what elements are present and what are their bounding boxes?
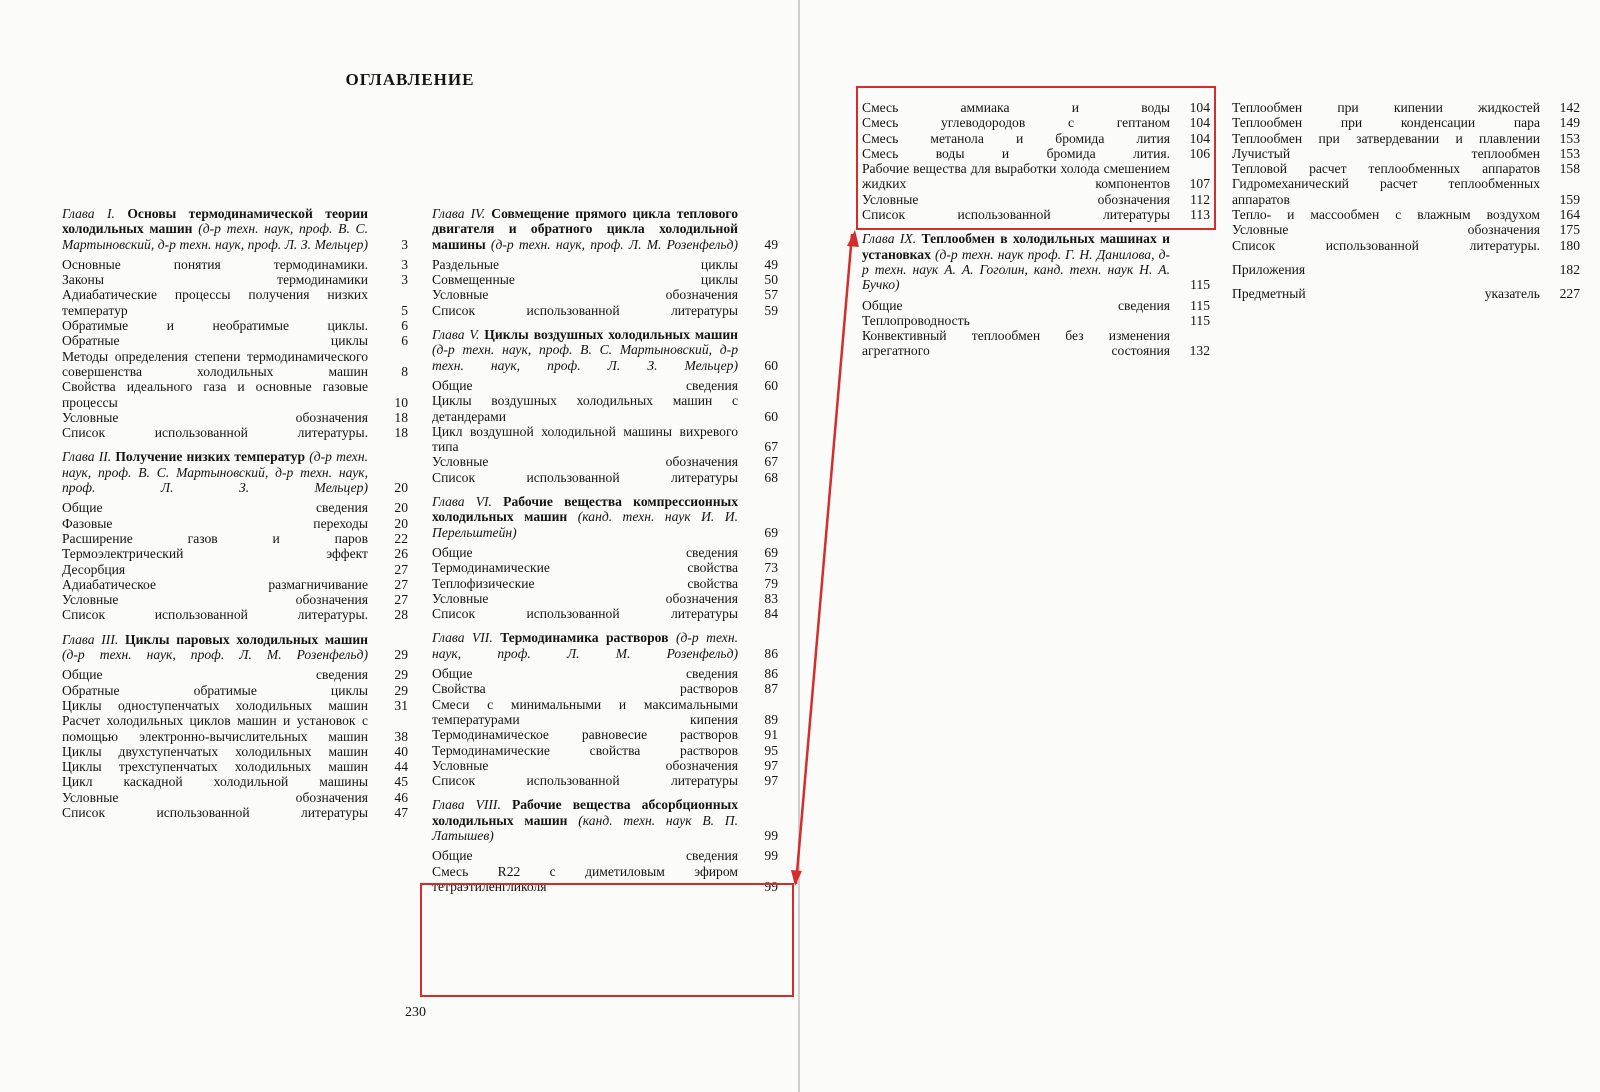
- entry-page-number: 115: [1190, 297, 1210, 313]
- entry-title: Циклы воздушных холодильных машин с детандерами: [432, 393, 738, 424]
- entry-title: Список использованной литературы.: [1232, 237, 1540, 253]
- entry-title: Смесь метанола и бромида лития: [862, 130, 1170, 146]
- entry-page-number: 57: [764, 287, 778, 303]
- entry-page-number: 158: [1559, 161, 1580, 177]
- entry-page-number: 68: [764, 469, 778, 485]
- chapter-title: Термодинамика растворов: [500, 630, 669, 646]
- entry-page-number: 49: [764, 256, 778, 272]
- chapter-label: Глава IV.: [432, 206, 486, 221]
- entry-title: Циклы трехступенчатых холодильных машин: [62, 759, 368, 775]
- entry-page-number: 10: [394, 394, 408, 410]
- entry-page-number: 180: [1559, 237, 1580, 253]
- entry-page-number: 26: [394, 546, 408, 562]
- chapter-title: Совмещение прямого цикла теплового двигателя и обратного цикла холодильной машины: [432, 206, 738, 252]
- entry-page-number: 84: [764, 606, 778, 622]
- entry-page-number: 149: [1559, 115, 1580, 131]
- chapter-authors: (д-р техн. наук, проф. Л. М. Розенфельд): [490, 236, 738, 252]
- entry-title: Адиабатические процессы получения низких температур: [62, 287, 368, 318]
- entry-page-number: 104: [1189, 100, 1210, 115]
- entry-page-number: 5: [401, 302, 408, 318]
- entry-title: Общие сведения: [62, 500, 368, 516]
- entry-title: Обратные обратимые циклы: [62, 682, 368, 698]
- entry-page-number: 182: [1559, 261, 1580, 277]
- entry-page-number: 20: [394, 480, 408, 496]
- entry-title: Методы определения степени термодинамического совершенства холодильных машин: [62, 348, 368, 379]
- page-title: ОГЛАВЛЕНИЕ: [345, 70, 475, 89]
- entry-page-number: 50: [764, 272, 778, 288]
- entry-title: Список использованной литературы: [62, 804, 368, 820]
- entry-title: Условные обозначения: [432, 454, 738, 470]
- entry-page-number: 115: [1190, 277, 1210, 293]
- chapter-authors: (д-р техн. наук, проф. Л. М. Розенфельд): [432, 630, 738, 661]
- entry-page-number: 31: [394, 697, 408, 713]
- entry-page-number: 6: [401, 333, 408, 349]
- entry-title: Смесь R22 с диметиловым эфиром тетраэтиленгликоля: [432, 863, 738, 894]
- page-number: 230: [405, 1005, 426, 1020]
- chapter-title: Рабочие вещества компрессионных холодильных машин: [432, 494, 738, 525]
- entry-title: Теплофизические свойства: [432, 575, 738, 591]
- entry-title: Список использованной литературы: [432, 469, 738, 485]
- entry-title: Термодинамические свойства растворов: [432, 742, 738, 758]
- entry-title: Список использованной литературы: [432, 302, 738, 318]
- entry-title: Расчет холодильных циклов машин и установок с помощью электронно-вычислительных машин: [62, 713, 368, 744]
- entry-title: Список использованной литературы: [862, 207, 1170, 223]
- entry-page-number: 99: [764, 878, 778, 894]
- chapter-title: Циклы паровых холодильных машин: [125, 631, 368, 647]
- entry-title: Конвективный теплообмен без изменения агрегатного состояния: [862, 328, 1170, 359]
- entry-page-number: 38: [394, 728, 408, 744]
- chapter-title: Теплообмен в холодильных машинах и установках: [862, 231, 1170, 262]
- entry-page-number: 3: [401, 256, 408, 272]
- entry-page-number: 18: [394, 409, 408, 425]
- chapter-title: Получение низких температур: [115, 449, 306, 465]
- entry-page-number: 107: [1189, 176, 1210, 192]
- entry-title: Цикл воздушной холодильной машины вихревого типа: [432, 423, 738, 455]
- chapter-title: Рабочие вещества абсорбционных холодильных машин: [432, 797, 738, 828]
- entry-page-number: 175: [1559, 222, 1580, 238]
- entry-title: Теплообмен при конденсации пара: [1232, 115, 1540, 131]
- entry-page-number: 60: [764, 357, 778, 373]
- entry-page-number: 67: [764, 454, 778, 470]
- entry-title: Законы термодинамики: [62, 272, 368, 288]
- entry-page-number: 29: [394, 667, 408, 683]
- entry-page-number: 113: [1190, 207, 1210, 223]
- entry-title: Совмещенные циклы: [432, 272, 738, 288]
- entry-page-number: 29: [394, 647, 408, 663]
- entry-page-number: 28: [394, 607, 408, 623]
- entry-title: Список использованной литературы: [432, 773, 738, 789]
- chapter-title: Циклы воздушных холодильных машин: [484, 327, 738, 343]
- entry-title: Адиабатическое размагничивание: [62, 576, 368, 592]
- entry-page-number: 99: [764, 848, 778, 864]
- entry-page-number: 97: [764, 773, 778, 789]
- chapter-label: Глава VIII.: [432, 797, 501, 813]
- entry-page-number: 8: [401, 363, 408, 379]
- entry-title: Тепловой расчет теплообменных аппаратов: [1232, 161, 1540, 177]
- entry-title: Основные понятия термодинамики.: [62, 256, 368, 272]
- entry-title: Смесь аммиака и воды: [862, 100, 1170, 115]
- entry-page-number: 87: [764, 681, 778, 697]
- chapter-authors: (д-р техн. наук, проф. Л. М. Розенфельд): [62, 647, 368, 663]
- entry-page-number: 142: [1559, 100, 1580, 115]
- entry-title: Общие сведения: [432, 377, 738, 393]
- entry-title: Список использованной литературы: [432, 606, 738, 622]
- entry-page-number: 159: [1559, 191, 1580, 207]
- entry-page-number: 49: [764, 236, 778, 252]
- chapter-label: Глава V.: [432, 327, 480, 343]
- entry-title: Общие сведения: [432, 544, 738, 560]
- entry-page-number: 44: [394, 759, 408, 775]
- chapter-authors: (канд. техн. наук И. И. Перельштейн): [432, 509, 738, 540]
- entry-page-number: 227: [1559, 286, 1580, 302]
- entry-title: Смесь углеводородов с гептаном: [862, 115, 1170, 131]
- entry-title: Общие сведения: [862, 297, 1170, 313]
- entry-page-number: 153: [1559, 145, 1580, 161]
- entry-page-number: 46: [394, 789, 408, 805]
- entry-title: Лучистый теплообмен: [1232, 145, 1540, 161]
- entry-title: Теплообмен при кипении жидкостей: [1232, 100, 1540, 115]
- entry-page-number: 164: [1559, 207, 1580, 223]
- entry-page-number: 104: [1189, 115, 1210, 131]
- entry-title: Циклы двухступенчатых холодильных машин: [62, 743, 368, 759]
- entry-page-number: 6: [401, 318, 408, 334]
- entry-title: Условные обозначения: [862, 191, 1170, 207]
- entry-page-number: 20: [394, 500, 408, 516]
- entry-title: Список использованной литературы.: [62, 607, 368, 623]
- entry-title: Условные обозначения: [432, 757, 738, 773]
- entry-title: Свойства идеального газа и основные газовые процессы: [62, 379, 368, 410]
- entry-title: Условные обозначения: [432, 590, 738, 606]
- chapter-label: Глава VI.: [432, 494, 492, 510]
- entry-title: Циклы одноступенчатых холодильных машин: [62, 697, 368, 713]
- chapter-authors: (д-р техн. наук, проф. В. С. Мартыновский, д-р техн. наук, проф. Л. З. Мельцер): [62, 449, 368, 496]
- entry-title: Раздельные циклы: [432, 256, 738, 272]
- entry-title: Обратимые и необратимые циклы.: [62, 318, 368, 334]
- entry-title: Условные обозначения: [62, 592, 368, 608]
- entry-title: Приложения: [1232, 261, 1306, 277]
- entry-page-number: 18: [394, 425, 408, 441]
- entry-page-number: 132: [1189, 343, 1210, 359]
- entry-page-number: 60: [764, 408, 778, 424]
- entry-page-number: 86: [764, 666, 778, 682]
- entry-page-number: 29: [394, 682, 408, 698]
- entry-page-number: 89: [764, 711, 778, 727]
- entry-page-number: 106: [1189, 145, 1210, 161]
- entry-page-number: 91: [764, 727, 778, 743]
- entry-page-number: 47: [394, 804, 408, 820]
- entry-title: Обратные циклы: [62, 333, 368, 349]
- chapter-label: Глава IX.: [862, 231, 917, 247]
- entry-title: Общие сведения: [432, 666, 738, 682]
- chapter-label: Глава I.: [62, 206, 115, 221]
- entry-title: Термоэлектрический эффект: [62, 546, 368, 562]
- entry-page-number: 99: [764, 827, 778, 843]
- entry-page-number: 45: [394, 774, 408, 790]
- entry-page-number: 3: [401, 272, 408, 288]
- entry-title: Смесь воды и бромида лития.: [862, 145, 1170, 161]
- entry-title: Теплопроводность: [862, 312, 970, 328]
- entry-page-number: 97: [764, 757, 778, 773]
- entry-title: Свойства растворов: [432, 681, 738, 697]
- entry-page-number: 86: [764, 645, 778, 661]
- entry-page-number: 27: [394, 592, 408, 608]
- entry-title: Предметный указатель: [1232, 286, 1540, 302]
- entry-page-number: 20: [394, 515, 408, 531]
- entry-title: Термодинамическое равновесие растворов: [432, 727, 738, 743]
- entry-page-number: 95: [764, 742, 778, 758]
- entry-page-number: 112: [1190, 191, 1210, 207]
- entry-page-number: 59: [764, 302, 778, 318]
- entry-page-number: 27: [394, 576, 408, 592]
- entry-title: Гидромеханический расчет теплообменных аппаратов: [1232, 176, 1540, 207]
- entry-page-number: 67: [764, 439, 778, 455]
- entry-page-number: 40: [394, 743, 408, 759]
- entry-page-number: 153: [1559, 130, 1580, 146]
- entry-page-number: 115: [1190, 312, 1210, 328]
- chapter-authors: (д-р техн. наук, проф. В. С. Мартыновский, д-р техн. наук, проф. Л. З. Мельцер): [62, 221, 369, 252]
- chapter-authors: (д-р техн. наук, проф. В. С. Мартыновский, д-р техн. наук, проф. Л. З. Мельцер): [432, 342, 738, 373]
- entry-title: Цикл каскадной холодильной машины: [62, 774, 368, 790]
- chapter-label: Глава III.: [62, 631, 119, 647]
- entry-title: Условные обозначения: [62, 789, 368, 805]
- entry-page-number: 3: [401, 236, 408, 252]
- entry-title: Фазовые переходы: [62, 515, 368, 531]
- entry-page-number: 27: [394, 561, 408, 577]
- chapter-label: Глава II.: [62, 449, 112, 465]
- entry-title: Тепло- и массообмен с влажным воздухом: [1232, 207, 1540, 223]
- chapter-authors: (д-р техн. наук проф. Г. Н. Данилова, д-р техн. наук А. А. Гоголин, канд. техн. наук Н. А. Бучко): [862, 246, 1170, 293]
- entry-title: Термодинамические свойства: [432, 560, 738, 576]
- entry-title: Десорбция: [62, 561, 126, 577]
- entry-page-number: 22: [394, 530, 408, 546]
- entry-title: Условные обозначения: [432, 287, 738, 303]
- entry-page-number: 73: [764, 560, 778, 576]
- entry-page-number: 69: [764, 544, 778, 560]
- entry-page-number: 60: [764, 377, 778, 393]
- entry-title: Общие сведения: [62, 667, 368, 683]
- chapter-label: Глава VII.: [432, 630, 493, 646]
- entry-title: Рабочие вещества для выработки холода смешением жидких компонентов: [862, 161, 1170, 192]
- entry-page-number: 83: [764, 590, 778, 606]
- entry-title: Общие сведения: [432, 848, 738, 864]
- entry-title: Смеси с минимальными и максимальными температурами кипения: [432, 696, 738, 727]
- entry-page-number: 104: [1189, 130, 1210, 146]
- entry-title: Расширение газов и паров: [62, 530, 368, 546]
- entry-page-number: 69: [764, 524, 778, 540]
- entry-title: Список использованной литературы.: [62, 425, 368, 441]
- entry-title: Условные обозначения: [62, 409, 368, 425]
- entry-page-number: 79: [764, 575, 778, 591]
- entry-title: Условные обозначения: [1232, 222, 1540, 238]
- chapter-authors: (канд. техн. наук В. П. Латышев): [432, 812, 738, 843]
- chapter-title: Основы термодинамической теории холодильных машин: [62, 206, 368, 237]
- entry-title: Теплообмен при затвердевании и плавлении: [1232, 130, 1540, 146]
